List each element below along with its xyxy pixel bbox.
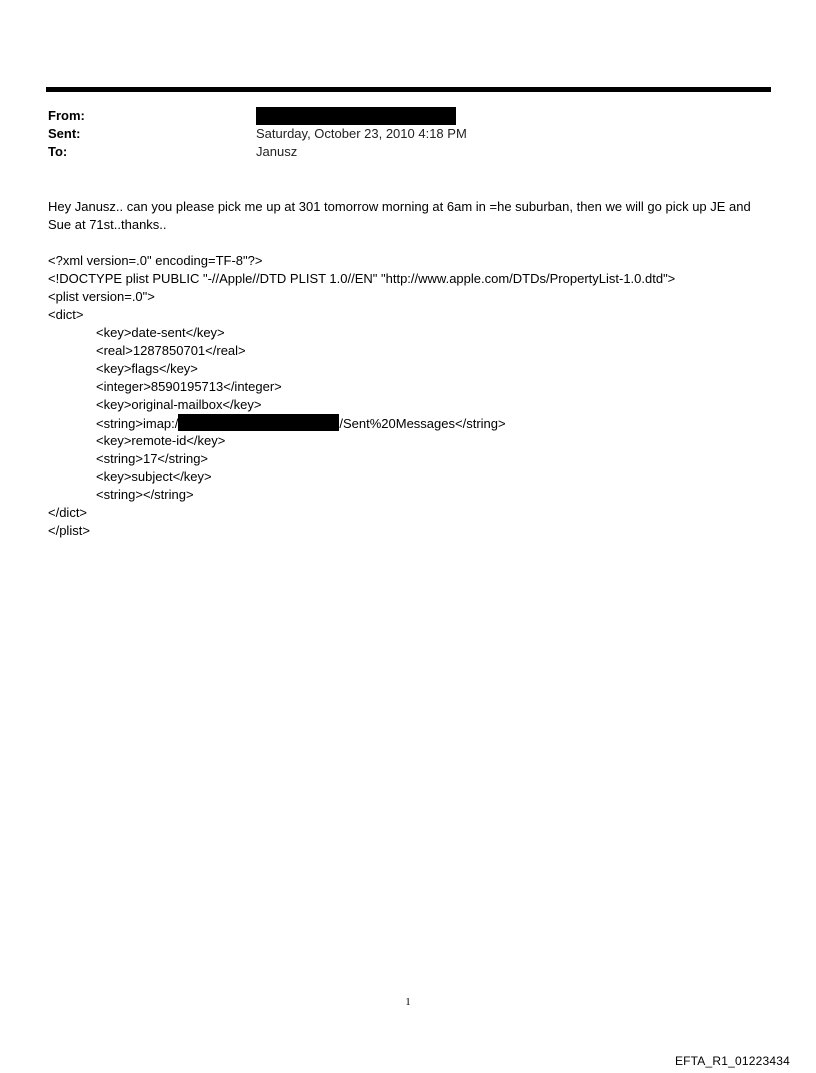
mailbox-string	[48, 414, 773, 432]
xml-declaration: <?xml version=.0" encoding=TF-8"?>	[48, 253, 263, 268]
header-rule	[46, 87, 771, 92]
plist-close-tag: </plist>	[48, 523, 90, 538]
key-original-mailbox: <key>original-mailbox</key>	[96, 397, 262, 412]
doctype-line: <!DOCTYPE plist PUBLIC "-//Apple//DTD PLIST 1.0//EN" "http://www.apple.com/DTDs/PropertyList-1.0.dtd">	[48, 271, 676, 286]
page-number: 1	[405, 996, 411, 1008]
from-row	[48, 107, 768, 125]
from-label: From:	[48, 108, 85, 123]
to-label: To:	[48, 144, 68, 159]
from-redaction	[256, 107, 456, 125]
mailbox-redaction	[178, 414, 339, 431]
remote-id-value: <string>17</string>	[96, 451, 209, 466]
key-subject: <key>subject</key>	[96, 469, 212, 484]
plist-block	[48, 252, 773, 540]
mailbox-suffix: /Sent%20Messages</string>	[339, 416, 506, 431]
sent-label: Sent:	[48, 126, 81, 141]
to-row	[48, 143, 768, 161]
real-value: <real>1287850701</real>	[96, 343, 246, 358]
subject-value: <string></string>	[96, 487, 194, 502]
key-flags: <key>flags</key>	[96, 361, 198, 376]
message-body: Hey Janusz.. can you please pick me up at 301 tomorrow morning at 6am in =he suburban, then we will go pick up JE and Sue at 71st..thanks..	[48, 199, 751, 232]
sent-value: Saturday, October 23, 2010 4:18 PM	[256, 126, 467, 141]
mailbox-prefix: <string>imap:/	[96, 416, 179, 431]
bates-number: EFTA_R1_01223434	[674, 1054, 790, 1068]
key-remote-id: <key>remote-id</key>	[96, 433, 226, 448]
integer-value: <integer>8590195713</integer>	[96, 379, 282, 394]
dict-close-tag: </dict>	[48, 505, 88, 520]
key-date-sent: <key>date-sent</key>	[96, 325, 225, 340]
email-header	[48, 107, 768, 161]
dict-open-tag: <dict>	[48, 307, 84, 322]
to-value: Janusz	[256, 144, 298, 159]
plist-open-tag: <plist version=.0">	[48, 289, 155, 304]
sent-row	[48, 125, 768, 143]
